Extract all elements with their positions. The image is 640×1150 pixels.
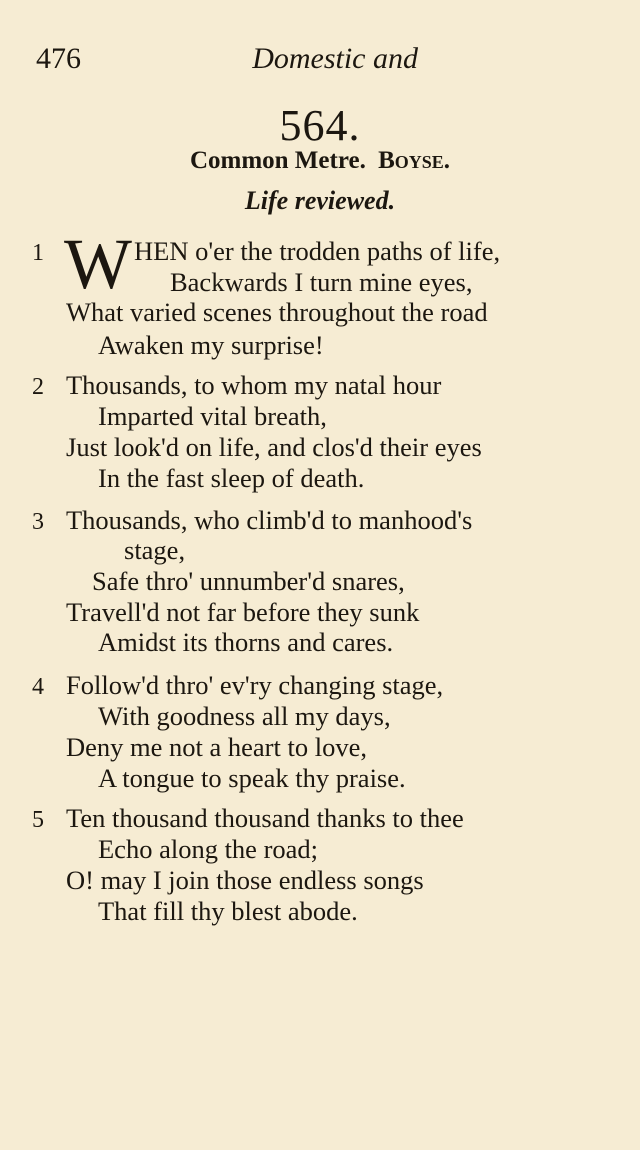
stanza-number: 1 [32, 240, 44, 266]
stanza-number: 5 [32, 807, 44, 833]
meter-line [0, 147, 640, 175]
verse-line: Thousands, to whom my natal hour [66, 370, 442, 400]
tune-name: Boyse. [378, 147, 451, 174]
verse-line: That fill thy blest abode. [98, 896, 358, 926]
verse-line: Awaken my surprise! [98, 330, 324, 360]
verse-line: Amidst its thorns and cares. [98, 627, 394, 657]
drop-cap: W [64, 224, 132, 304]
meter: Common Metre. [189, 147, 366, 174]
verse-line: Imparted vital breath, [98, 401, 327, 431]
verse-line: In the fast sleep of death. [98, 463, 365, 493]
verse-line: Follow'd thro' ev'ry changing stage, [66, 670, 444, 700]
verse-line: With goodness all my days, [98, 701, 391, 731]
page-number: 476 [36, 42, 81, 75]
verse-line: Deny me not a heart to love, [66, 732, 367, 762]
verse-line: Safe thro' unnumber'd snares, [92, 566, 405, 596]
verse-line: Just look'd on life, and clos'd their eyes [66, 432, 482, 462]
running-head: Domestic and [252, 42, 418, 75]
verse-line: HEN o'er the trodden paths of life, [134, 236, 501, 266]
stanza-number: 2 [32, 374, 44, 400]
verse-line: stage, [124, 535, 186, 565]
verse-line: What varied scenes throughout the road [66, 297, 488, 327]
verse-line: Echo along the road; [98, 834, 319, 864]
verse-line: Ten thousand thousand thanks to thee [66, 803, 464, 833]
hymn-title: Life reviewed. [244, 186, 396, 215]
stanza-number: 4 [32, 674, 44, 700]
verse-line: Backwards I turn mine eyes, [170, 267, 473, 297]
verse-line: Thousands, who climb'd to manhood's [66, 505, 473, 535]
verse-line: Travell'd not far before they sunk [66, 597, 420, 627]
page-header [36, 42, 418, 78]
verse-line: O! may I join those endless songs [66, 865, 424, 895]
hymn-number: 564. [279, 101, 361, 150]
verse-line: A tongue to speak thy praise. [98, 763, 406, 793]
stanza-number: 3 [32, 509, 44, 535]
